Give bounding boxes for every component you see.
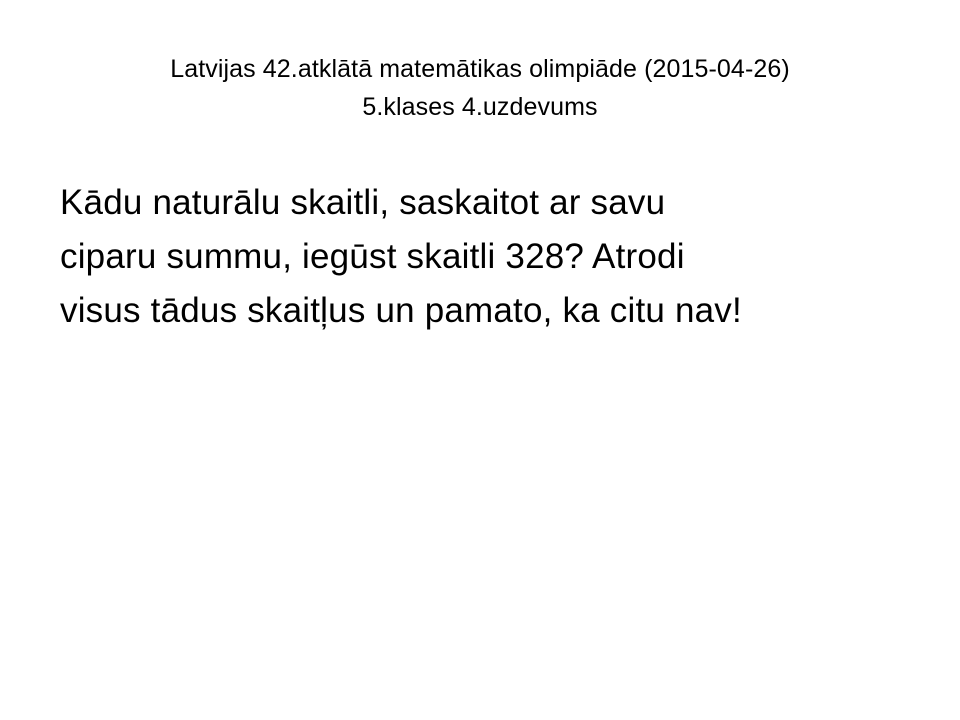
slide-title bbox=[40, 50, 920, 126]
problem-line-1: Kādu naturālu skaitli, saskaitot ar savu bbox=[60, 183, 666, 222]
title-line-olympiad: Latvijas 42.atklātā matemātikas olimpiāde (2015-04-26) bbox=[170, 55, 790, 83]
title-line-task: 5.klases 4.uzdevums bbox=[362, 93, 598, 121]
problem-line-3: visus tādus skaitļus un pamato, ka citu nav! bbox=[60, 291, 742, 330]
problem-line-2: ciparu summu, iegūst skaitli 328? Atrodi bbox=[60, 237, 685, 276]
problem-statement bbox=[60, 176, 920, 338]
